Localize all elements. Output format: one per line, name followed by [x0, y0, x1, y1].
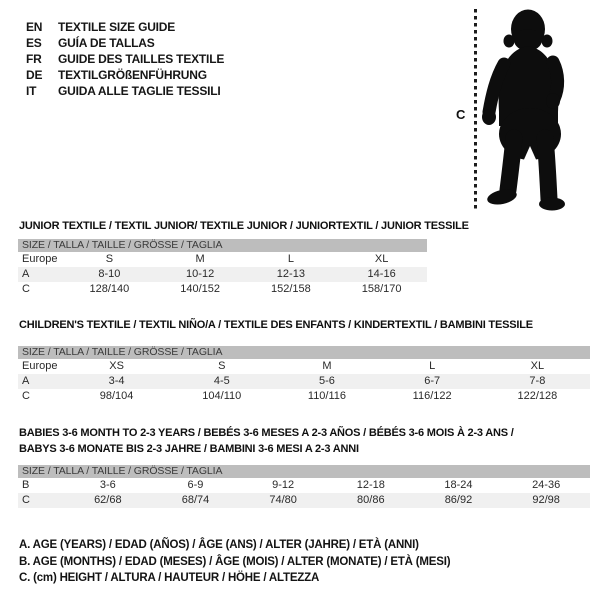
size-cell: 92/98: [502, 493, 590, 508]
language-code: IT: [26, 84, 37, 98]
table-header-band: [18, 346, 590, 359]
size-cell: 110/116: [307, 390, 347, 402]
footnote-b: B. AGE (MONTHS) / EDAD (MESES) / ÂGE (MOIS) / ALTER (MONATE) / ETÀ (MESI): [19, 555, 451, 568]
table-header-band: [18, 239, 427, 252]
children-size-table: [18, 346, 590, 404]
size-cell: 80/86: [327, 493, 415, 508]
size-cell: 140/152: [180, 283, 220, 295]
size-cell: 7-8: [485, 374, 590, 389]
table-header-label: SIZE / TALLA / TAILLE / GRÖSSE / TAGLIA: [18, 239, 427, 252]
table-row-height: [18, 493, 590, 508]
language-row-de: [26, 67, 224, 83]
size-cell: 74/80: [239, 493, 327, 508]
language-label: TEXTILE SIZE GUIDE: [58, 20, 176, 34]
language-row-it: [26, 83, 224, 99]
size-cell: M: [195, 253, 205, 265]
babies-size-table: [18, 465, 590, 508]
row-label: A: [18, 267, 64, 282]
language-label: GUIDE DES TAILLES TEXTILE: [58, 52, 225, 66]
babies-section-title: [19, 425, 579, 457]
table-row-europe: [18, 252, 427, 267]
size-cell: 18-24: [444, 479, 473, 491]
table-row-age: [18, 374, 590, 389]
footnote-a: A. AGE (YEARS) / EDAD (AÑOS) / ÂGE (ANS) / ALTER (JAHRE) / ETÀ (ANNI): [19, 539, 419, 551]
height-label-c: C: [456, 107, 466, 122]
table-header-band: [18, 465, 590, 478]
size-cell: 3-6: [99, 479, 116, 491]
size-cell: 158/170: [361, 283, 402, 295]
footnote-c: C. (cm) HEIGHT / ALTURA / HAUTEUR / HÖHE / ALTEZZA: [19, 572, 320, 584]
row-label: C: [22, 390, 30, 402]
language-code: EN: [26, 20, 43, 34]
size-cell: S: [105, 253, 114, 265]
size-cell: XL: [374, 253, 389, 265]
size-cell: 3-4: [64, 374, 169, 389]
size-cell: 6-7: [380, 374, 485, 389]
size-cell: 116/122: [412, 390, 452, 402]
junior-section-title: JUNIOR TEXTILE / TEXTIL JUNIOR/ TEXTILE JUNIOR / JUNIORTEXTIL / JUNIOR TESSILE: [19, 220, 469, 232]
language-label: GUÍA DE TALLAS: [58, 36, 155, 50]
row-label: C: [18, 493, 64, 508]
size-cell: XL: [530, 360, 545, 372]
size-cell: M: [322, 360, 332, 372]
size-cell: 6-9: [187, 479, 204, 491]
size-cell: 104/110: [202, 390, 242, 402]
children-section-title: CHILDREN'S TEXTILE / TEXTIL NIÑO/A / TEXTILE DES ENFANTS / KINDERTEXTIL / BAMBINI TESSILE: [19, 319, 533, 331]
table-row-height: [18, 389, 590, 404]
size-cell: 152/158: [270, 283, 311, 295]
table-row-height: [18, 282, 427, 297]
language-row-en: [26, 19, 224, 35]
size-cell: 4-5: [169, 374, 274, 389]
size-cell: 8-10: [64, 267, 155, 282]
size-cell: 68/74: [152, 493, 240, 508]
language-label: GUIDA ALLE TAGLIE TESSILI: [58, 84, 221, 98]
size-cell: 86/92: [415, 493, 503, 508]
size-cell: 10-12: [155, 267, 246, 282]
size-cell: L: [287, 253, 294, 265]
table-row-age: [18, 267, 427, 282]
size-cell: 12-13: [246, 267, 337, 282]
size-cell: 98/104: [99, 390, 134, 402]
size-cell: 5-6: [274, 374, 379, 389]
row-label: B: [22, 479, 30, 491]
table-header-label: SIZE / TALLA / TAILLE / GRÖSSE / TAGLIA: [18, 346, 590, 359]
toddler-silhouette-icon: [440, 0, 600, 218]
size-cell: 24-36: [532, 479, 561, 491]
size-cell: 122/128: [517, 390, 558, 402]
language-code: ES: [26, 36, 42, 50]
table-row-months: [18, 478, 590, 493]
language-code: FR: [26, 52, 42, 66]
toddler-figure: [440, 0, 600, 218]
footnotes: [19, 537, 450, 587]
row-label: C: [22, 283, 30, 295]
language-label: TEXTILGRÖßENFÜHRUNG: [58, 68, 207, 82]
language-code: DE: [26, 68, 43, 82]
size-cell: 62/68: [64, 493, 152, 508]
junior-size-table: [18, 239, 427, 297]
language-row-es: [26, 35, 224, 51]
row-label: A: [18, 374, 64, 389]
row-label: Europe: [22, 253, 58, 265]
size-cell: XS: [109, 360, 124, 372]
language-list: [26, 19, 224, 99]
size-cell: 128/140: [89, 283, 130, 295]
size-cell: L: [429, 360, 436, 372]
size-cell: S: [218, 360, 226, 372]
row-label: Europe: [22, 360, 58, 372]
size-cell: 12-18: [356, 479, 385, 491]
size-cell: 14-16: [336, 267, 427, 282]
babies-title-line2: BABYS 3-6 MONATE BIS 2-3 JAHRE / BAMBINI 3-6 MESI A 2-3 ANNI: [19, 443, 359, 455]
table-header-label: SIZE / TALLA / TAILLE / GRÖSSE / TAGLIA: [18, 465, 590, 478]
language-row-fr: [26, 51, 224, 67]
babies-title-line1: BABIES 3-6 MONTH TO 2-3 YEARS / BEBÉS 3-6 MESES A 2-3 AÑOS / BÉBÉS 3-6 MOIS À 2-3 ANS /: [19, 427, 514, 439]
size-cell: 9-12: [272, 479, 295, 491]
table-row-europe: [18, 359, 590, 374]
